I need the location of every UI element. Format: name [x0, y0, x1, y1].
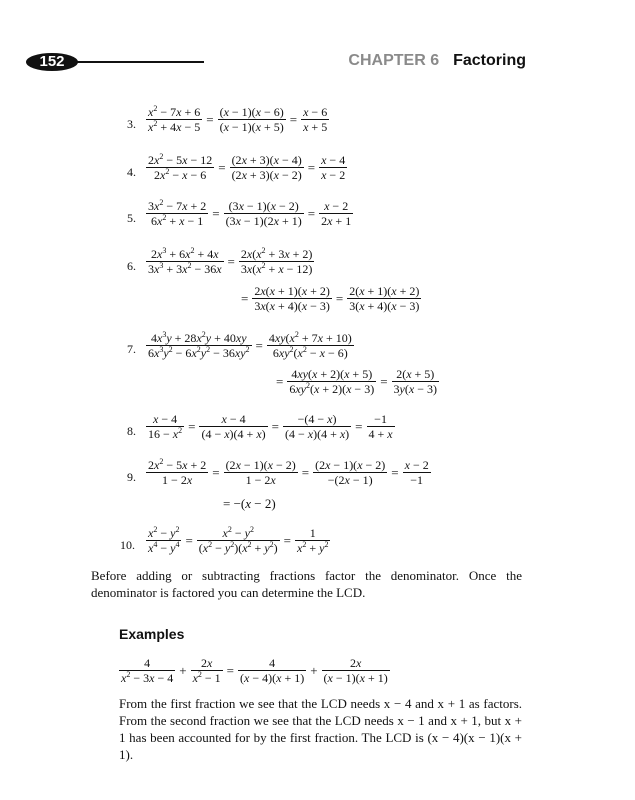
equation-9-line-2: = −(x − 2): [223, 496, 276, 511]
example-paragraph: From the first fraction we see that the LCD needs x − 4 and x + 1 as factors. From the second fraction we see that the LCD needs x − 1 and x + 1, but x + 1 has been accounted for by the first fraction. The LCD is (x − 4)(x − 1)(x + 1).: [119, 696, 522, 762]
problem-number: 6.: [127, 259, 136, 273]
chapter-heading: [348, 52, 526, 70]
equation-8: $\frac{x - 4}{16 - x^2}$ = $\frac{x - 4}{(4 - x)(4 + x)}$ = $\frac{-(4 - x)}{(4 - x)(4 + x)}$ = $\frac{-1}{4 + x}$: [148, 412, 393, 441]
equation-3: $\frac{x^2 - 7x + 6}{x^2 + 4x - 5}$ = $\frac{(x - 1)(x - 6)}{(x - 1)(x + 5)}$ = $\frac{x - 6}{x + 5}$: [148, 104, 328, 134]
equation-10: $\frac{x^2 - y^2}{x^4 - y^4}$ = $\frac{x^2 - y^2}{(x^2 - y^2)(x^2 + y^2)}$ = $\frac{1}{x^2 + y^2}$: [148, 525, 329, 555]
problem-number: 3.: [127, 117, 136, 131]
chapter-title: Factoring: [453, 52, 526, 69]
problem-number: 5.: [127, 211, 136, 225]
example-equation: $\frac{4}{x^2 - 3x - 4}$ + $\frac{2x}{x^2 - 1}$ = $\frac{4}{(x - 4)(x + 1)}$ + $\frac{2x}{(x - 1)(x + 1)}$: [121, 656, 388, 685]
header-rule: [74, 61, 204, 63]
problem-number: 9.: [127, 470, 136, 484]
chapter-label: CHAPTER 6: [348, 52, 440, 69]
equation-6-line-1: $\frac{2x^3 + 6x^2 + 4x}{3x^3 + 3x^2 - 36x}$ = $\frac{2x(x^2 + 3x + 2)}{3x(x^2 + x - 12)}$: [148, 246, 313, 276]
equation-7-line-2: = $\frac{4xy(x + 2)(x + 5)}{6xy^2(x + 2)(x - 3)}$ = $\frac{2(x + 5)}{3y(x - 3)}$: [276, 367, 437, 396]
equation-7-line-1: $\frac{4x^3y + 28x^2y + 40xy}{6x^3y^2 - 6x^2y^2 - 36xy^2}$ = $\frac{4xy(x^2 + 7x + 10)}{6xy^2(x^2 - x - 6)}$: [148, 330, 352, 360]
equation-4: $\frac{2x^2 - 5x - 12}{2x^2 - x - 6}$ = $\frac{(2x + 3)(x - 4)}{(2x + 3)(x - 2)}$ = $\frac{x - 4}{x - 2}$: [148, 152, 346, 182]
page-number: 152: [26, 53, 78, 71]
problem-number: 10.: [120, 538, 135, 552]
intro-paragraph: Before adding or subtracting fractions factor the denominator. Once the denominator is factored you can determine the LCD.: [91, 568, 522, 600]
problem-number: 4.: [127, 165, 136, 179]
equation-6-line-2: = $\frac{2x(x + 1)(x + 2)}{3x(x + 4)(x - 3)}$ = $\frac{2(x + 1)(x + 2)}{3(x + 4)(x - 3)}$: [241, 284, 420, 313]
equation-9-line-1: $\frac{2x^2 - 5x + 2}{1 - 2x}$ = $\frac{(2x - 1)(x - 2)}{1 - 2x}$ = $\frac{(2x - 1)(x - 2)}{-(2x - 1)}$ = $\frac{x - 2}{-1}$: [148, 457, 429, 487]
page-header: [26, 48, 526, 78]
examples-heading: Examples: [119, 626, 185, 642]
problem-number: 8.: [127, 424, 136, 438]
problem-number: 7.: [127, 342, 136, 356]
equation-5: $\frac{3x^2 - 7x + 2}{6x^2 + x - 1}$ = $\frac{(3x - 1)(x - 2)}{(3x - 1)(2x + 1)}$ = $\frac{x - 2}{2x + 1}$: [148, 198, 352, 228]
